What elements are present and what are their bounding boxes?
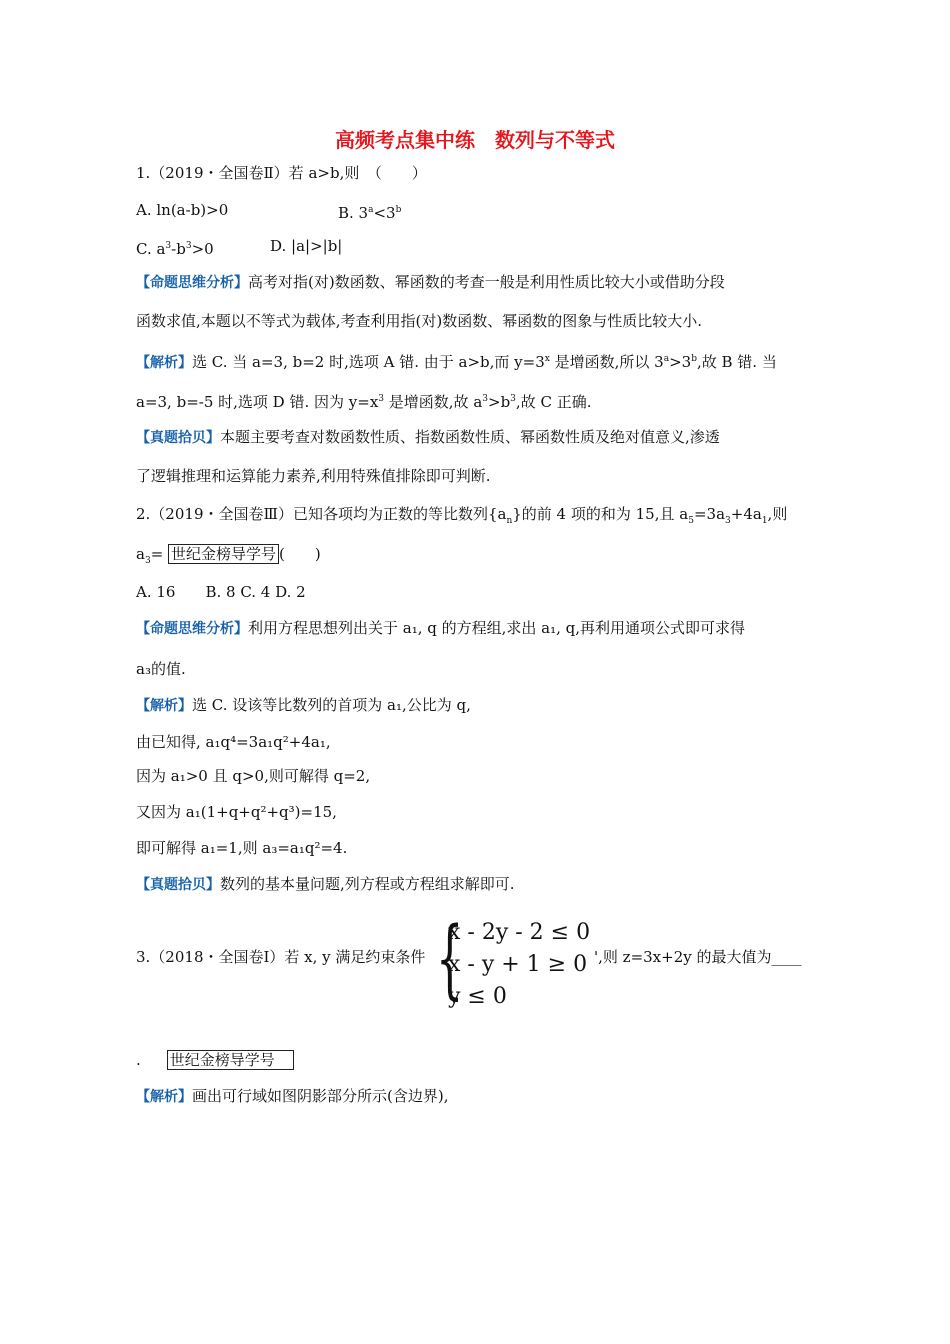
q1-option-d: D. |a|>|b| [270,237,343,255]
q2-source-box: 世纪金榜导学号 [168,544,279,564]
q2-solution: 【解析】选 C. 设该等比数列的首项为 a₁,公比为 q, [136,696,471,714]
q1-analysis: 【命题思维分析】高考对指(对)数函数、幂函数的考查一般是利用性质比较大小或借助分段 [136,273,725,291]
q3-solution: 【解析】画出可行域如图阴影部分所示(含边界), [136,1087,449,1105]
left-brace: { [436,909,464,1009]
q2-solution-line2: 由已知得, a₁q⁴=3a₁q²+4a₁, [136,733,331,751]
q1-solution: 【解析】选 C. 当 a=3, b=2 时,选项 A 错. 由于 a>b,而 $y=3^x$ 是增函数,所以 $3^a>3^b$,故 B 错. 当 [136,353,777,371]
constraint-2: x - y + 1 ≥ 0 [448,952,588,977]
solution-tag: 【解析】 [136,1089,192,1105]
q1-option-b: B. $3^a<3^b$ [338,204,402,222]
solution-tag: 【解析】 [136,355,192,371]
q2-stem: 2.（2019・全国卷Ⅲ）已知各项均为正数的等比数列$\{a_n\}$的前 4 项的和为 15,且 $a_5=3a_3+4a_1$,则 [136,505,788,526]
q1-gem-line2: 了逻辑推理和运算能力素养,利用特殊值排除即可判断. [136,467,491,485]
q3-source-box: 世纪金榜导学号 [167,1050,294,1070]
q3-stem: 3.（2018・全国卷Ⅰ）若 x, y 满足约束条件 [136,948,426,966]
q2-stem-line2: $a_3=$ 世纪金榜导学号 ( ) [136,545,321,566]
q2-gem: 【真题拾贝】数列的基本量问题,列方程或方程组求解即可. [136,875,515,893]
analysis-tag: 【命题思维分析】 [136,621,248,637]
q2-analysis: 【命题思维分析】利用方程思想列出关于 a₁, q 的方程组,求出 a₁, q,再利用通项公式即可求得 [136,619,746,637]
q2-solution-line5: 即可解得 a₁=1,则 a₃=a₁q²=4. [136,839,348,857]
q2-analysis-line2: a₃的值. [136,660,186,678]
analysis-tag: 【命题思维分析】 [136,275,248,291]
gem-tag: 【真题拾贝】 [136,430,220,446]
q1-stem: 1.（2019・全国卷Ⅱ）若 a>b,则 （ ） [136,164,427,182]
q1-option-a: A. ln(a-b)>0 [136,201,229,219]
q2-solution-line3: 因为 a₁>0 且 q>0,则可解得 q=2, [136,767,371,785]
page-title: 高频考点集中练 数列与不等式 [335,128,615,152]
constraint-1: x - 2y - 2 ≤ 0 [448,920,591,945]
q3-line2: . 世纪金榜导学号 [136,1051,294,1069]
q1-solution-line2: a=3, b=-5 时,选项 D 错. 因为 $y=x^3$ 是增函数,故 $a^3>b^3$,故 C 正确. [136,393,592,411]
gem-tag: 【真题拾贝】 [136,877,220,893]
q1-analysis-line2: 函数求值,本题以不等式为载体,考查利用指(对)数函数、幂函数的图象与性质比较大小. [136,312,703,330]
constraint-3: y ≤ 0 [448,984,507,1009]
q2-options: A. 16 B. 8 C. 4 D. 2 [136,583,306,601]
solution-tag: 【解析】 [136,698,192,714]
q1-gem: 【真题拾贝】本题主要考查对数函数性质、指数函数性质、幂函数性质及绝对值意义,渗透 [136,428,720,446]
q1-option-c: C. $a^3-b^3>0$ [136,240,214,258]
q2-solution-line4: 又因为 a₁(1+q+q²+q³)=15, [136,803,337,821]
q3-stem-tail: ',则 z=3x+2y 的最大值为____ [594,948,802,966]
